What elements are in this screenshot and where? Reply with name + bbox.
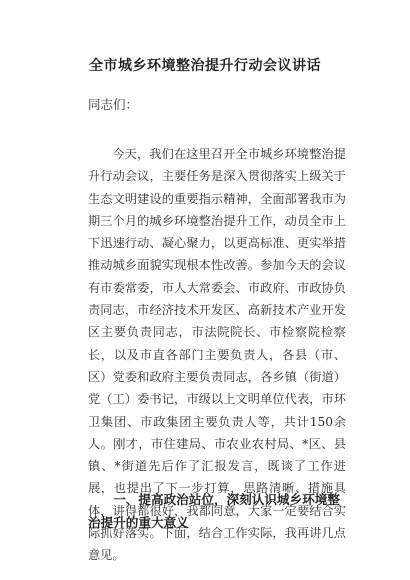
section-heading: 一、提高政治站位，深刻认识城乡环境整治提升的重大意义: [88, 492, 340, 530]
body-paragraph: 今天，我们在这里召开全市城乡环境整治提升行动会议，主要任务是深入贯彻落实上级关于生态文明建设的重要指示精神，全面部署我市为期三个月的城乡环境整治提升工作，动员全市上下迅速行动、凝心聚力，以更高标准、更实举措推动城乡面貌实现根本性改善。参加今天的会议有市委常委，市人大常委会、市政府、市政协负责同志，市经济技术开发区、高新技术产业开发区主要负责同志，市法院院长、市检察院检察长，以及市直各部门主要负责人，各县（市、区）党委和政府主要负责同志，各乡镇（街道）党（工）委书记，市级以上文明单位代表，市环卫集团、市政集团主要负责人等，共计150余人。刚才，市住建局、市农业农村局、*区、县镇、*街道先后作了汇报发言，既谈了工作进展，也提出了下一步打算，思路清晰、措施具体，讲得都很好，我都同意，大家一定要结合实际抓好落实。下面，结合工作实际，我再讲几点意见。: [88, 147, 346, 563]
salutation: 同志们：: [88, 97, 139, 112]
document-title: 全市城乡环境整治提升行动会议讲话: [89, 58, 321, 74]
